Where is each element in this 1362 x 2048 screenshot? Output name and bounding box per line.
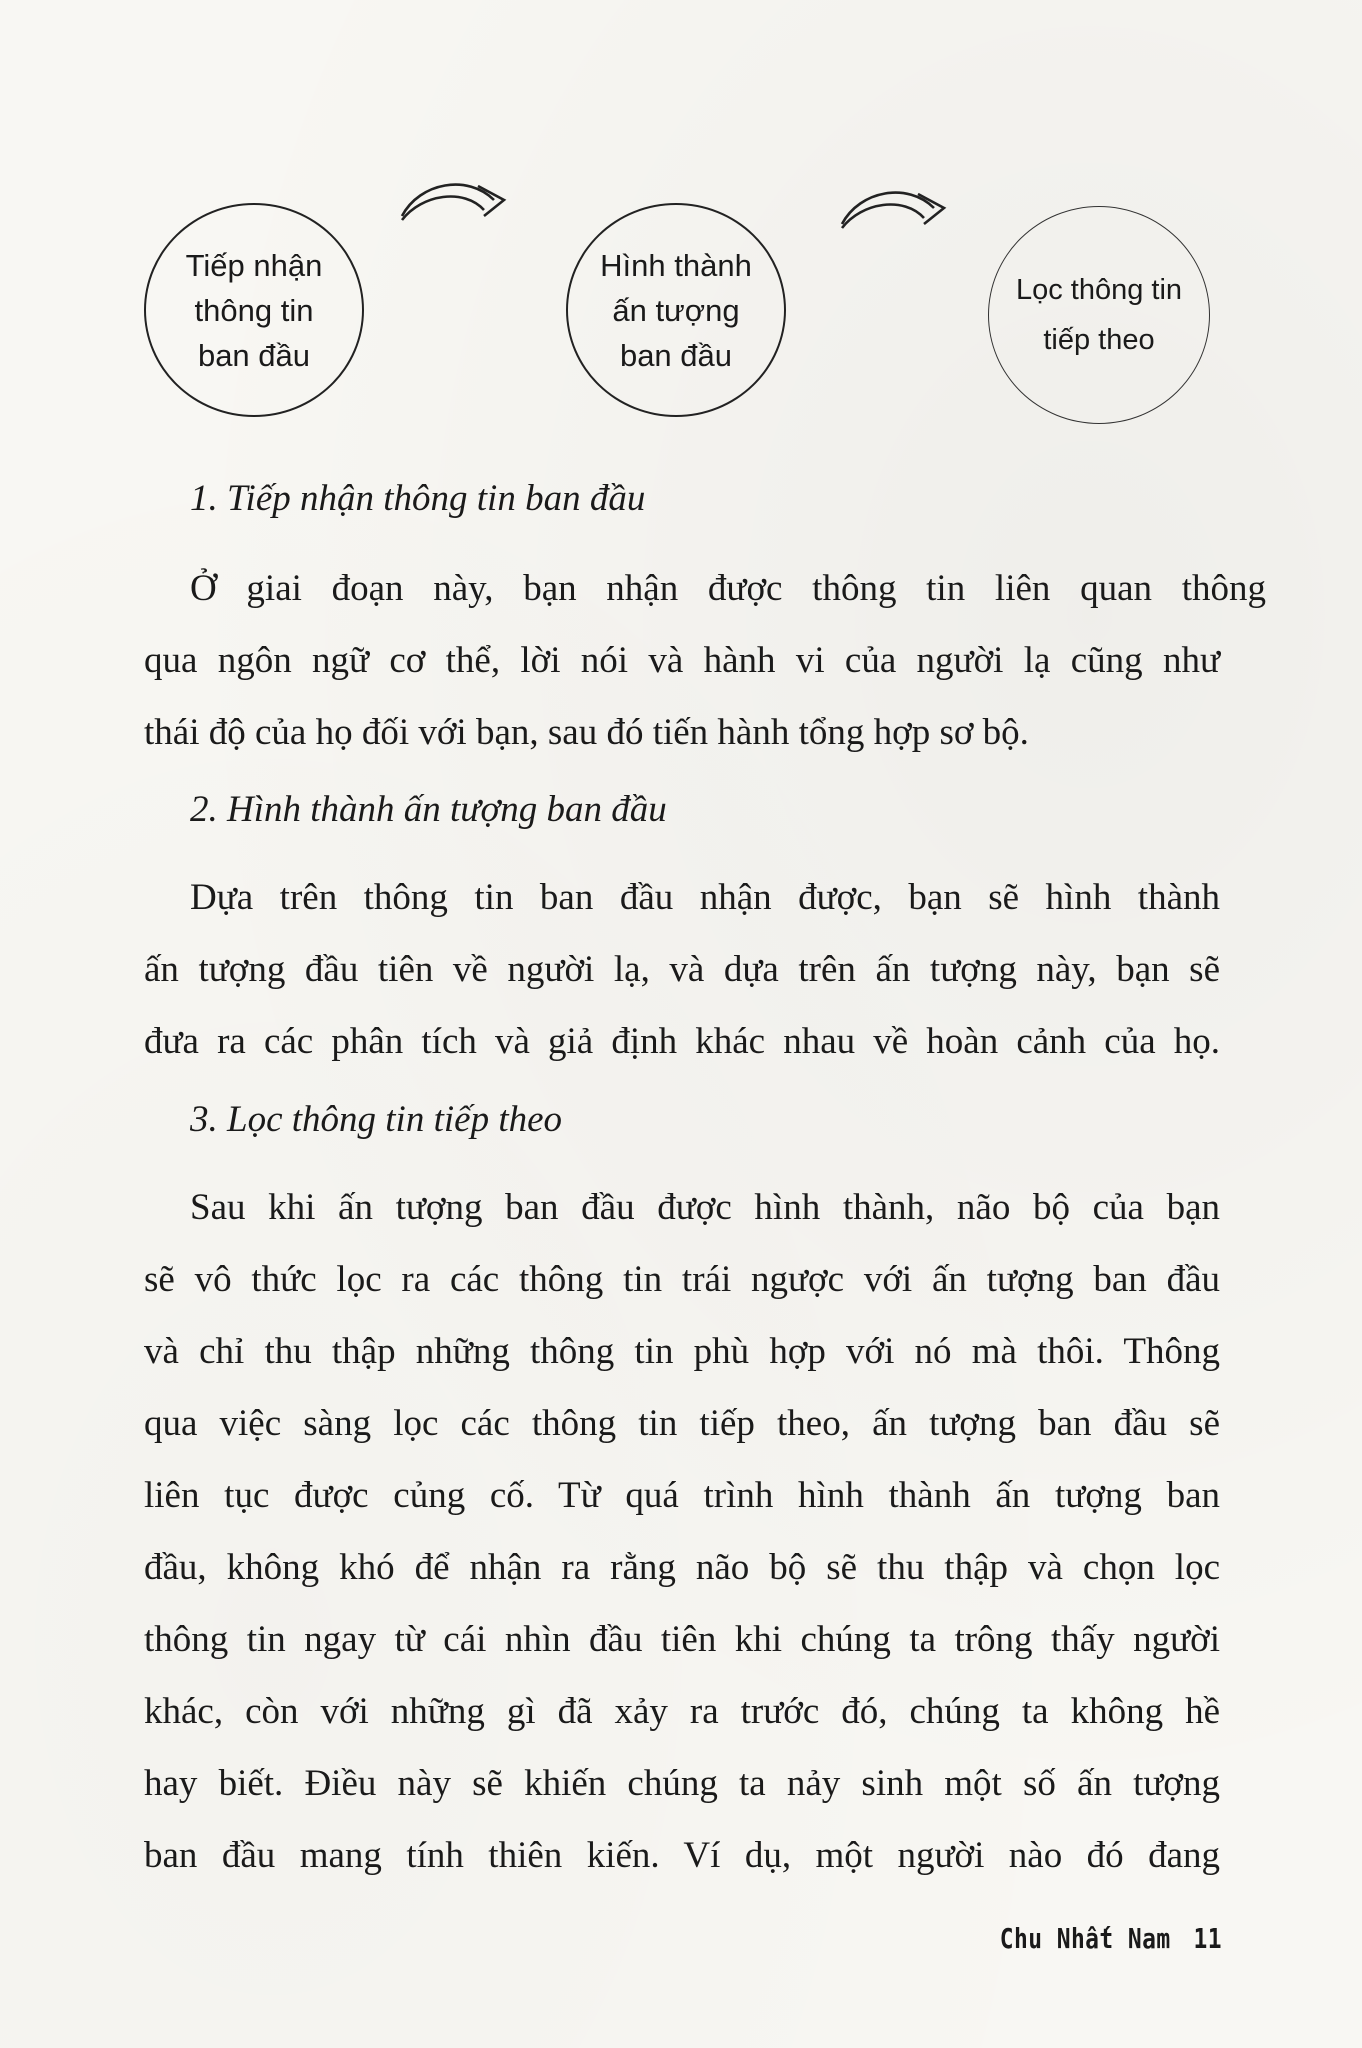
section-heading-1: 1. Tiếp nhận thông tin ban đầu (190, 478, 646, 519)
step-circle-1 (144, 203, 364, 417)
paragraph-line: thái độ của họ đối với bạn, sau đó tiến hành tổng hợp sơ bộ. (144, 712, 1029, 753)
step-label-1: Tiếp nhận thông tin ban đầu (185, 247, 323, 373)
step-circle-2 (566, 203, 786, 417)
paragraph-line: hay biết. Điều này sẽ khiến chúng ta nảy sinh một số ấn tượng (144, 1763, 1220, 1804)
paragraph-line: ban đầu mang tính thiên kiến. Ví dụ, một người nào đó đang (144, 1835, 1220, 1876)
paragraph-line: sẽ vô thức lọc ra các thông tin trái ngược với ấn tượng ban đầu (144, 1259, 1220, 1300)
author-name: Chu Nhất Nam (999, 1922, 1171, 1955)
step-label-2: Hình thành ấn tượng ban đầu (600, 247, 752, 373)
step-label-3: Lọc thông tin tiếp theo (1015, 274, 1183, 356)
paragraph-line: Dựa trên thông tin ban đầu nhận được, bạn sẽ hình thành (190, 877, 1220, 918)
paragraph-line: Sau khi ấn tượng ban đầu được hình thành, não bộ của bạn (190, 1187, 1220, 1228)
running-footer (1000, 1922, 1222, 1955)
curved-arrow-icon (398, 170, 508, 236)
paragraph-line: đầu, không khó để nhận ra rằng não bộ sẽ thu thập và chọn lọc (144, 1547, 1220, 1588)
curved-arrow-icon (838, 178, 948, 244)
step-circle-3 (988, 206, 1210, 424)
section-heading-3: 3. Lọc thông tin tiếp theo (190, 1099, 563, 1140)
process-diagram (0, 0, 1362, 460)
paragraph-line: ấn tượng đầu tiên về người lạ, và dựa trên ấn tượng này, bạn sẽ (144, 949, 1220, 990)
paragraph-line: và chỉ thu thập những thông tin phù hợp với nó mà thôi. Thông (144, 1331, 1220, 1372)
paragraph-line: liên tục được củng cố. Từ quá trình hình thành ấn tượng ban (144, 1475, 1220, 1516)
paragraph-line: Ở giai đoạn này, bạn nhận được thông tin liên quan thông (190, 568, 1266, 609)
section-heading-2: 2. Hình thành ấn tượng ban đầu (190, 789, 667, 830)
paragraph-line: qua việc sàng lọc các thông tin tiếp theo, ấn tượng ban đầu sẽ (144, 1403, 1220, 1444)
paragraph-line: thông tin ngay từ cái nhìn đầu tiên khi chúng ta trông thấy người (144, 1619, 1220, 1660)
paragraph-line: đưa ra các phân tích và giả định khác nhau về hoàn cảnh của họ. (144, 1021, 1220, 1062)
paragraph-line: qua ngôn ngữ cơ thể, lời nói và hành vi của người lạ cũng như (144, 640, 1220, 681)
paragraph-line: khác, còn với những gì đã xảy ra trước đó, chúng ta không hề (144, 1691, 1220, 1732)
page-number: 11 (1193, 1922, 1222, 1955)
